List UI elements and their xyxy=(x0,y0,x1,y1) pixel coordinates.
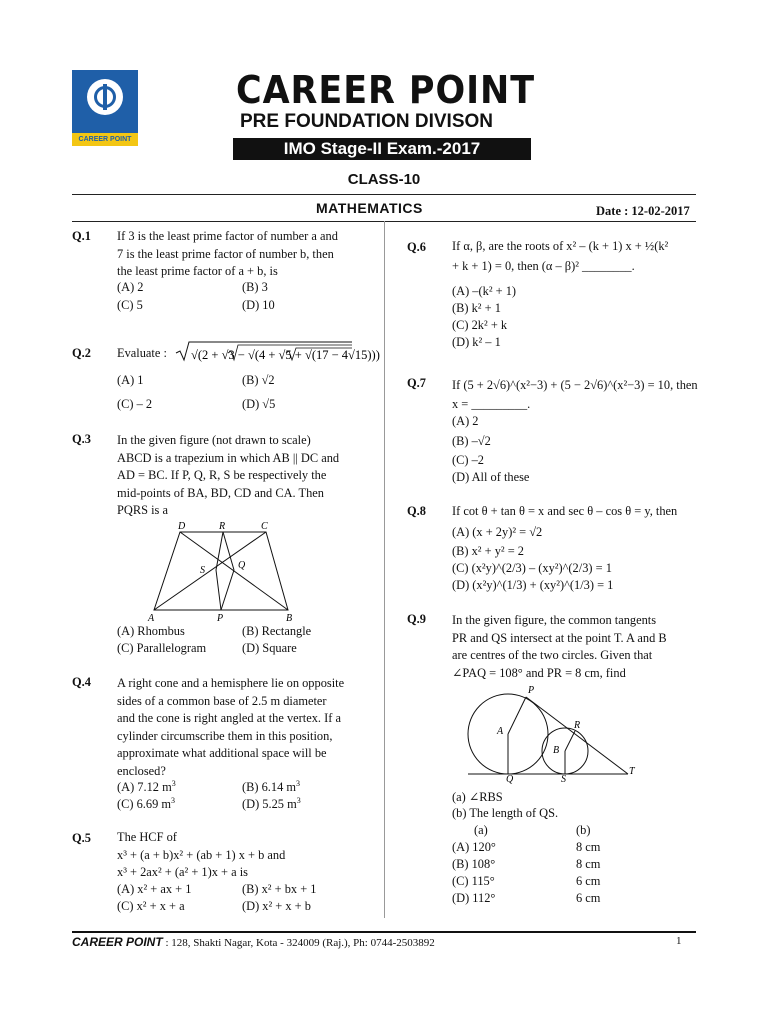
option-a: (A) 1 xyxy=(117,373,144,387)
part-a: (a) ∠RBS xyxy=(452,790,503,804)
option-c: (C) –2 xyxy=(452,453,485,467)
question-number: Q.8 xyxy=(407,504,426,518)
question-number: Q.3 xyxy=(72,432,91,446)
label-s: S xyxy=(561,774,566,785)
option-b: (B) Rectangle xyxy=(242,624,312,638)
footer-brand: CAREER POINT xyxy=(72,935,163,949)
question-number: Q.4 xyxy=(72,675,91,689)
question-1-text: If 3 is the least prime factor of number a and 7 is the least prime factor of number b, then the least prime factor of a + b, is xyxy=(117,229,338,278)
part-b: (b) The length of QS. xyxy=(452,806,559,820)
option-b-length: 8 cm xyxy=(576,857,601,871)
option-a: (A) 120° xyxy=(452,840,496,854)
career-point-logo xyxy=(72,70,138,146)
option-a: (A) 2 xyxy=(452,414,479,428)
option-c: (C) – 2 xyxy=(117,397,153,411)
column-divider xyxy=(384,221,385,918)
footer-divider xyxy=(72,931,696,933)
question-9-text: In the given figure, the common tangents PR and QS intersect at the point T. A and B are centres of the two circles. Given that ∠PAQ = 108° and PR = 8 cm, find xyxy=(452,613,667,680)
option-c: (C) Parallelogram xyxy=(117,641,207,655)
question-2-expression xyxy=(174,340,380,368)
tangent-circles-figure xyxy=(466,682,646,785)
option-a-length: 8 cm xyxy=(576,840,601,854)
question-1 xyxy=(72,228,91,246)
exam-date: Date : 12-02-2017 xyxy=(596,204,690,218)
option-b: (B) x² + y² = 2 xyxy=(452,544,524,558)
label-a: A xyxy=(148,613,155,624)
label-p: P xyxy=(217,613,224,624)
option-c: (C) 5 xyxy=(117,298,143,312)
label-s: S xyxy=(200,565,205,576)
question-4-text: A right cone and a hemisphere lie on opposite sides of a common base of 2.5 m diameter and the cone is right angled at the vertex. If a cylinder circumscribe them in this position, approximate what additional space will be enclosed? xyxy=(117,676,345,778)
option-a: (A) –(k² + 1) xyxy=(452,284,517,298)
exam-banner: IMO Stage-II Exam.-2017 xyxy=(233,138,531,160)
label-q: Q xyxy=(238,560,246,571)
brand-title: CAREER POINT xyxy=(236,68,535,112)
label-c: C xyxy=(261,521,268,532)
option-b: (B) 3 xyxy=(242,280,268,294)
option-b: (B) –√2 xyxy=(452,434,491,448)
label-b: B xyxy=(553,745,560,756)
option-a: (A) Rhombus xyxy=(117,624,185,638)
question-6-text: If α, β, are the roots of x² – (k + 1) x + ½(k² + k + 1) = 0, then (α – β)² ________. xyxy=(452,239,669,273)
divider xyxy=(72,194,696,195)
option-d: (D) All of these xyxy=(452,470,530,484)
option-b: (B) x² + bx + 1 xyxy=(242,882,317,896)
option-c: (C) 2k² + k xyxy=(452,318,508,332)
option-d: (D) (x²y)^(1/3) + (xy²)^(1/3) = 1 xyxy=(452,578,614,592)
option-b: (B) √2 xyxy=(242,373,275,387)
option-b: (B) 6.14 $m^3$ xyxy=(242,778,301,794)
subject-title: MATHEMATICS xyxy=(316,200,423,216)
column-header-b: (b) xyxy=(576,823,591,837)
question-number: Q.7 xyxy=(407,376,426,390)
option-d: (D) x² + x + b xyxy=(242,899,311,913)
class-title: CLASS-10 xyxy=(347,171,421,188)
option-c: (C) 6.69 $m^3$ xyxy=(117,795,176,811)
option-a: (A) 7.12 $m^3$ xyxy=(117,778,176,794)
radical-expression xyxy=(174,340,380,364)
trapezium-figure xyxy=(140,518,300,624)
option-d-length: 6 cm xyxy=(576,891,601,905)
logo-caption: CAREER POINT xyxy=(72,133,138,146)
option-d: (D) 112° xyxy=(452,891,496,905)
column-header-a: (a) xyxy=(474,823,488,837)
label-p: P xyxy=(528,685,535,696)
option-d: (D) 10 xyxy=(242,298,275,312)
question-2-text: Evaluate : xyxy=(117,346,167,360)
option-b: (B) 108° xyxy=(452,857,496,871)
question-number: Q.2 xyxy=(72,346,91,360)
footer-address: CAREER POINT : 128, Shakti Nagar, Kota - 324009 (Raj.), Ph: 0744-2503892 xyxy=(72,935,435,949)
option-d: (D) Square xyxy=(242,641,297,655)
label-t: T xyxy=(629,766,635,777)
option-d: (D) 5.25 $m^3$ xyxy=(242,795,301,811)
option-a: (A) 2 xyxy=(117,280,144,294)
label-d: D xyxy=(178,521,186,532)
question-number: Q.5 xyxy=(72,831,91,845)
question-3-text: In the given figure (not drawn to scale) ABCD is a trapezium in which AB || DC and AD = BC. If P, Q, R, S be respectively the mid-points of BA, BD, CD and CA. Then PQRS is a xyxy=(117,433,340,517)
label-r: R xyxy=(574,720,581,731)
option-a: (A) (x + 2y)² = √2 xyxy=(452,525,543,539)
option-b: (B) k² + 1 xyxy=(452,301,501,315)
svg-text:√(2 + √3 − √(4 + √5 + √(17 − 4: √(2 + √3 − √(4 + √5 + √(17 − 4√15))) xyxy=(191,348,380,362)
question-5-text: The HCF of x³ + (a + b)x² + (ab + 1) x + b and x³ + 2ax² + (a² + 1)x + a is xyxy=(117,830,286,879)
label-r: R xyxy=(219,521,226,532)
question-number: Q.6 xyxy=(407,240,426,254)
question-8-text: If cot θ + tan θ = x and sec θ – cos θ = y, then xyxy=(452,504,678,518)
option-c: (C) x² + x + a xyxy=(117,899,185,913)
question-number: Q.9 xyxy=(407,612,426,626)
division-title: PRE FOUNDATION DIVISON xyxy=(240,111,493,132)
question-7-text: If (5 + 2√6)^(x²−3) + (5 − 2√6)^(x²−3) = 10, then x = _________. xyxy=(452,378,698,411)
page-number: 1 xyxy=(676,935,682,947)
option-d: (D) k² – 1 xyxy=(452,335,501,349)
question-number: Q.1 xyxy=(72,229,91,243)
label-a: A xyxy=(497,726,504,737)
option-c: (C) (x²y)^(2/3) – (xy²)^(2/3) = 1 xyxy=(452,561,612,575)
label-q: Q xyxy=(506,774,514,785)
option-a: (A) x² + ax + 1 xyxy=(117,882,192,896)
label-b: B xyxy=(286,613,293,624)
option-c: (C) 115° xyxy=(452,874,495,888)
option-d: (D) √5 xyxy=(242,397,276,411)
option-c-length: 6 cm xyxy=(576,874,601,888)
